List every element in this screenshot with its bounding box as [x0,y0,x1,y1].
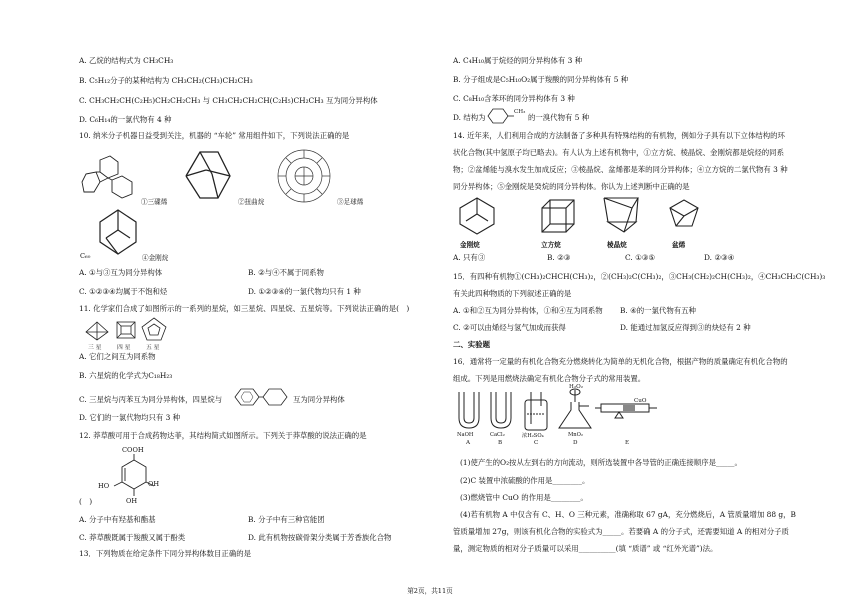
q10-caption-2: ②扭曲烷 [238,198,265,206]
q16-line-2: 组成。下列是用燃烧法确定有机化合物分子式的常用装置。 [453,374,646,383]
q15-line-2: 有关此四种物质的下列叙述正确的是 [453,289,572,298]
q12-paren: ( ) [79,497,93,506]
q16-sub-4-line-3: 量，测定物质的相对分子质量可以采用__________(填 “质谱” 或 “红外光谱”)法。 [453,544,718,553]
q10-caption-1: ①三碟烯 [141,198,168,206]
benzvalene-figure [666,196,702,232]
q9-option-b: B. C₅H₁₂分子的某种结构为 CH₃CH₂(CH₃)CH₂CH₃ [79,76,253,85]
q15-line-1: 15．有四种有机物①(CH₃)₂CHCH(CH₃)₂，②(CH₃)₂C(CH₃)₂，③CH₃(CH₂)₂CH(CH₃)₂，④CH₃CH₂C(CH₃)₃ [453,272,826,281]
q12-option-c: C. 莽草酸既属于羧酸又属于酚类 [79,533,186,542]
q13-option-d-suffix: 的一溴代物有 5 种 [528,113,590,122]
triptycene-figure [82,152,140,204]
q10-stem: 10. 纳米分子机器日益受到关注，机器的 “车轮” 常用组件如下，下列说法正确的是 [79,131,350,140]
q12-cooh-label: COOH [122,446,144,454]
tetrastarane-figure [113,318,139,342]
q10-caption-4: ④金刚烷 [142,254,169,262]
q15-option-b: B. ④的一氯代物有五种 [620,306,696,315]
q11-option-c-prefix: C. 三星烷与丙苯互为同分异构体，四星烷与 [79,395,223,404]
q11-stem: 11. 化学家们合成了如图所示的一系列的星烷，如三星烷、四星烷、五星烷等。下列说法正确的是( ) [79,304,410,313]
q12-ho-label: HO [98,482,110,490]
q10-option-d: D. ①②③④的一氯代物均只有 1 种 [248,287,361,296]
q16-app-label-c: 浓H₂SO₄ [522,433,544,439]
q13-ch3-label: CH₃ [514,109,526,115]
q14-line-1: 14. 近年来，人们利用合成的方法制备了多种具有特殊结构的有机物，例如分子具有以下立体结构的环 [453,131,785,140]
q12-option-b: B. 分子中有三种官能团 [248,515,325,524]
q11-label-3: 五 星 [146,345,160,351]
q11-option-d: D. 它们的一氯代物均只有 3 种 [79,413,181,422]
methylcyclohexane-figure [486,107,516,125]
q16-h2o2-label: H₂O₂ [569,384,583,390]
q14-line-2: 状化合物(其中氢原子均已略去)。有人认为上述有机物中，①立方烷、棱晶烷、金刚烷都是烷烃的同系 [453,148,784,157]
q10-option-a: A. ①与③互为同分异构体 [79,268,163,277]
section-heading: 二、实验题 [453,340,490,349]
adamantane-figure [94,208,142,256]
q12-option-d: D. 此有机物按碳骨架分类属于芳香族化合物 [248,533,392,542]
q16-sub-4-line-2: 管质量增加 27g，则该有机化合物的实验式为_____。若要确 A 的分子式，还需要知道 A 的相对分子质 [453,527,789,536]
q16-line-1: 16．通常将一定量的有机化合物充分燃烧转化为简单的无机化合物，根据产物的质量确定有机化合物的 [453,357,788,366]
fullerene-figure [276,148,332,204]
q11-option-b: B. 六星烷的化学式为C₁₈H₂₃ [79,371,173,380]
q16-app-label-d: MnO₂ [568,432,583,438]
q15-option-a: A. ①和②互为同分异构体，①和④互为同系物 [453,306,603,315]
prismane-figure [600,194,642,236]
q15-option-d: D. 能通过加氢反应得到③的炔烃有 2 种 [620,323,751,332]
apparatus-figure [455,388,665,444]
q11-label-2: 四 星 [117,345,131,351]
q12-stem: 12. 莽草酸可用于合成药物达菲，其结构简式如图所示。下列关于莽草酸的说法正确的是 [79,431,367,440]
q16-sub-3: (3)燃烧管中 CuO 的作用是________。 [460,493,588,502]
page-number: 第2页，共11页 [407,587,453,595]
q13-stem: 13．下列物质在给定条件下同分异构体数目正确的是 [79,549,252,558]
q14-caption-2: 立方烷 [541,241,561,249]
q14-option-a: A. 只有③ [453,253,486,262]
q16-letter-b: B [498,440,503,446]
q14-caption-3: 棱晶烷 [607,241,627,249]
q10-caption-3: ③足球烯 [337,198,364,206]
q12-option-a: A. 分子中有羟基和酯基 [79,515,156,524]
q11-option-c-suffix: 互为同分异构体 [293,395,345,404]
q14-option-d: D. ②③④ [704,253,735,262]
q11-option-a: A. 它们之间互为同系物 [79,352,156,361]
q16-letter-d: D [573,440,578,446]
q16-letter-c: C [534,440,539,446]
q11-label-1: 三 星 [88,345,102,351]
q16-letter-e: E [625,440,630,446]
trisstarane-figure [84,320,110,342]
q13-option-d-prefix: D. 结构为 [453,113,486,122]
shikimic-acid-figure [112,454,160,498]
q14-option-c: C. ①③⑤ [625,253,655,262]
q16-sub-4-line-1: (4)若有机物 A 中仅含有 C、H、O 三种元素，准确称取 67 gA，充分燃烧后，A 管质量增加 88 g，B [460,510,796,519]
cubane-figure [538,196,578,236]
q13-option-a: A. C₄H₁₀属于烷烃的同分异构体有 3 种 [453,56,583,65]
q12-oh-label-1: OH [148,480,160,488]
q9-option-c: C. CH₃CH₂CH(C₂H₅)CH₂CH₂CH₃ 与 CH₃CH₂CH₂CH(C₂H₅)CH₂CH₃ 互为同分异构体 [79,96,378,105]
q14-line-4: 同分异构体；⑤金刚烷是癸烷的同分异构体。你认为上述判断中正确的是 [453,182,690,191]
q13-option-c: C. C₈H₁₀含苯环的同分异构体有 3 种 [453,94,575,103]
q16-cuo-label: CuO [634,398,647,404]
q13-option-b: B. 分子组成是C₅H₁₀O₂属于羧酸的同分异构体有 5 种 [453,75,629,84]
q9-option-a: A. 乙烷的结构式为 CH₃CH₃ [79,56,174,65]
q16-app-label-a: NaOH [457,432,474,438]
q12-oh-label-2: OH [126,497,138,505]
q15-option-c: C. ②可以由烯烃与氢气加成而获得 [453,323,566,332]
q14-option-b: B. ②③ [547,253,571,262]
q16-letter-a: A [466,440,471,446]
q9-option-d: D. C₆H₁₄的一氯代物有 4 种 [79,115,172,124]
phenylcyclohexane-figure [229,386,291,408]
q14-line-3: 物；②盆烯能与溴水发生加成反应；③棱晶烷、盆烯都是苯的同分异构体；④立方烷的二氯代物有 3 种 [453,165,788,174]
q10-option-b: B. ②与④不属于同系物 [248,268,324,277]
twistane-figure [178,146,238,204]
q14-caption-4: 盆烯 [672,241,686,249]
q16-sub-1: (1)使产生的O₂按从左到右的方向流动，则所选装置中各导管的正确连接顺序是_____。 [460,458,742,467]
pentastarane-figure [140,316,168,342]
q10-c60-label: C₆₀ [80,252,91,260]
q14-caption-1: 金刚烷 [460,241,480,249]
q10-option-c: C. ①②③④均属于不饱和烃 [79,287,168,296]
adamantane-figure-2 [456,196,498,236]
q16-app-label-b: CaCl₂ [490,432,505,438]
q16-sub-2: (2)C 装置中浓硫酸的作用是________。 [460,476,590,485]
